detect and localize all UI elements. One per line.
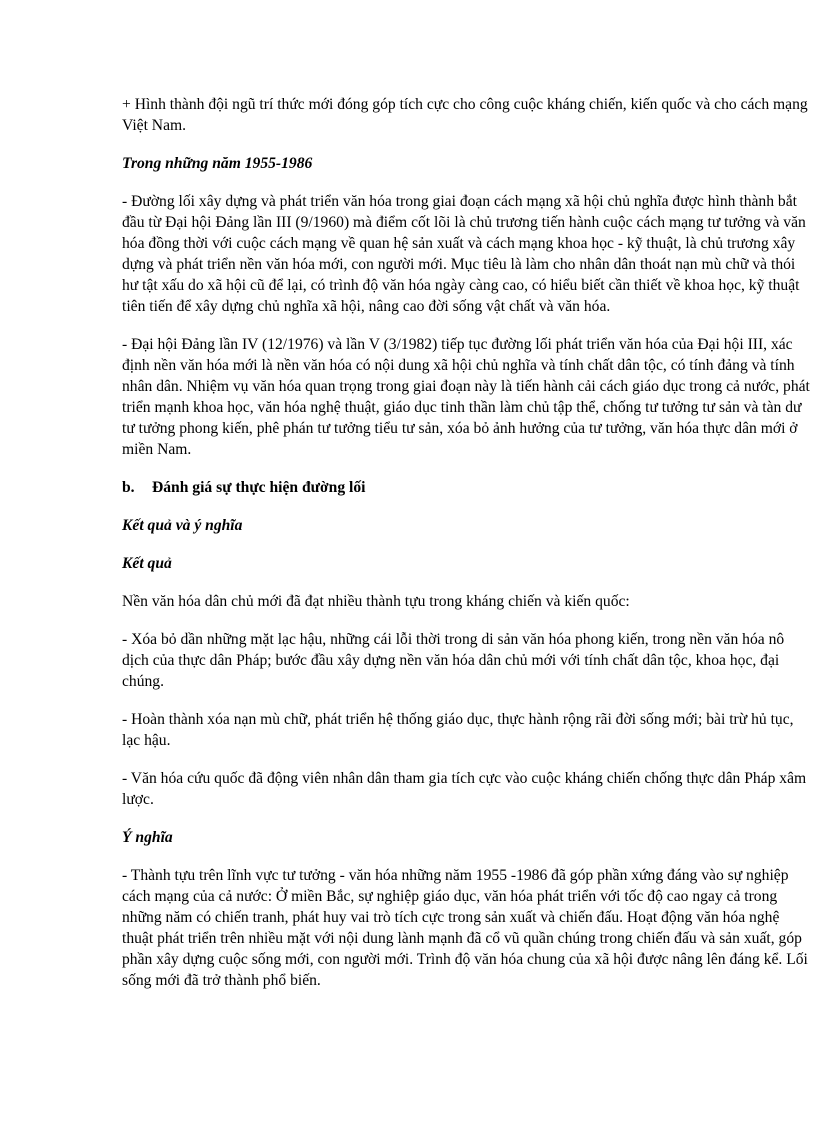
document-page bbox=[122, 94, 812, 1008]
section-b-label: b. bbox=[122, 479, 135, 496]
paragraph-result-2: - Hoàn thành xóa nạn mù chữ, phát triển hệ thống giáo dục, thực hành rộng rãi đời sống mới; bài trừ hủ tục, lạc hậu. bbox=[122, 711, 794, 749]
paragraph-results-intro: Nền văn hóa dân chủ mới đã đạt nhiều thành tựu trong kháng chiến và kiến quốc: bbox=[122, 593, 630, 610]
paragraph-result-1: - Xóa bỏ dần những mặt lạc hậu, những cái lỗi thời trong di sản văn hóa phong kiến, trong nền văn hóa nô dịch của thực dân Pháp; bước đầu xây dựng nền văn hóa dân chủ mới với tính chất dân tộc, khoa học, đại chúng. bbox=[122, 631, 785, 690]
paragraph-congress-iv-v: - Đại hội Đảng lần IV (12/1976) và lần V (3/1982) tiếp tục đường lối phát triển văn hóa của Đại hội III, xác định nền văn hóa mới là nền văn hóa có nội dung xã hội chủ nghĩa và tính chất dân tộc, có tính đảng và tính nhân dân. Nhiệm vụ văn hóa quan trọng trong giai đoạn này là tiến hành cải cách giáo dục trong cả nước, phát triển mạnh khoa học, văn hóa nghệ thuật, giáo dục tinh thần làm chủ tập thể, chống tư tưởng tư sản và tàn dư tư tưởng phong kiến, phê phán tư tưởng tiểu tư sản, xóa bỏ ảnh hưởng của tư tưởng, văn hóa thực dân mới ở miền Nam. bbox=[122, 336, 810, 458]
section-b-title: Đánh giá sự thực hiện đường lối bbox=[152, 479, 366, 496]
paragraph-result-3: - Văn hóa cứu quốc đã động viên nhân dân tham gia tích cực vào cuộc kháng chiến chống thực dân Pháp xâm lược. bbox=[122, 770, 807, 808]
section-b-heading bbox=[122, 477, 812, 498]
paragraph-intro: + Hình thành đội ngũ trí thức mới đóng góp tích cực cho công cuộc kháng chiến, kiến quốc và cho cách mạng Việt Nam. bbox=[122, 96, 808, 134]
paragraph-congress-iii: - Đường lối xây dựng và phát triển văn hóa trong giai đoạn cách mạng xã hội chủ nghĩa được hình thành bắt đầu từ Đại hội Đảng lần III (9/1960) mà điểm cốt lõi là chủ trương tiến hành cuộc cách mạng tư tưởng và văn hóa đồng thời với cuộc cách mạng về quan hệ sản xuất và cách mạng khoa học - kỹ thuật, là chủ trương xây dựng và phát triển nền văn hóa mới, con người mới. Mục tiêu là làm cho nhân dân thoát nạn mù chữ và thói hư tật xấu do xã hội cũ để lại, có trình độ văn hóa ngày càng cao, có hiểu biết cần thiết về khoa học, kỹ thuật tiên tiến để xây dựng chủ nghĩa xã hội, nâng cao đời sống vật chất và văn hóa. bbox=[122, 193, 806, 315]
heading-results-and-meaning: Kết quả và ý nghĩa bbox=[122, 517, 243, 534]
paragraph-meaning: - Thành tựu trên lĩnh vực tư tưởng - văn hóa những năm 1955 -1986 đã góp phần xứng đáng vào sự nghiệp cách mạng của cả nước: Ở miền Bắc, sự nghiệp giáo dục, văn hóa phát triển với tốc độ cao ngay cả trong những năm có chiến tranh, phát huy vai trò tích cực trong sản xuất và chiến đấu. Hoạt động văn hóa nghệ thuật phát triển trên nhiều mặt với nội dung lành mạnh đã cổ vũ quần chúng trong chiến đấu và sản xuất, góp phần xây dựng cuộc sống mới, con người mới. Trình độ văn hóa chung của xã hội được nâng lên đáng kể. Lối sống mới đã trở thành phổ biến. bbox=[122, 867, 808, 989]
heading-results: Kết quả bbox=[122, 555, 172, 572]
heading-meaning: Ý nghĩa bbox=[122, 829, 173, 846]
heading-period-1955-1986: Trong những năm 1955-1986 bbox=[122, 155, 313, 172]
